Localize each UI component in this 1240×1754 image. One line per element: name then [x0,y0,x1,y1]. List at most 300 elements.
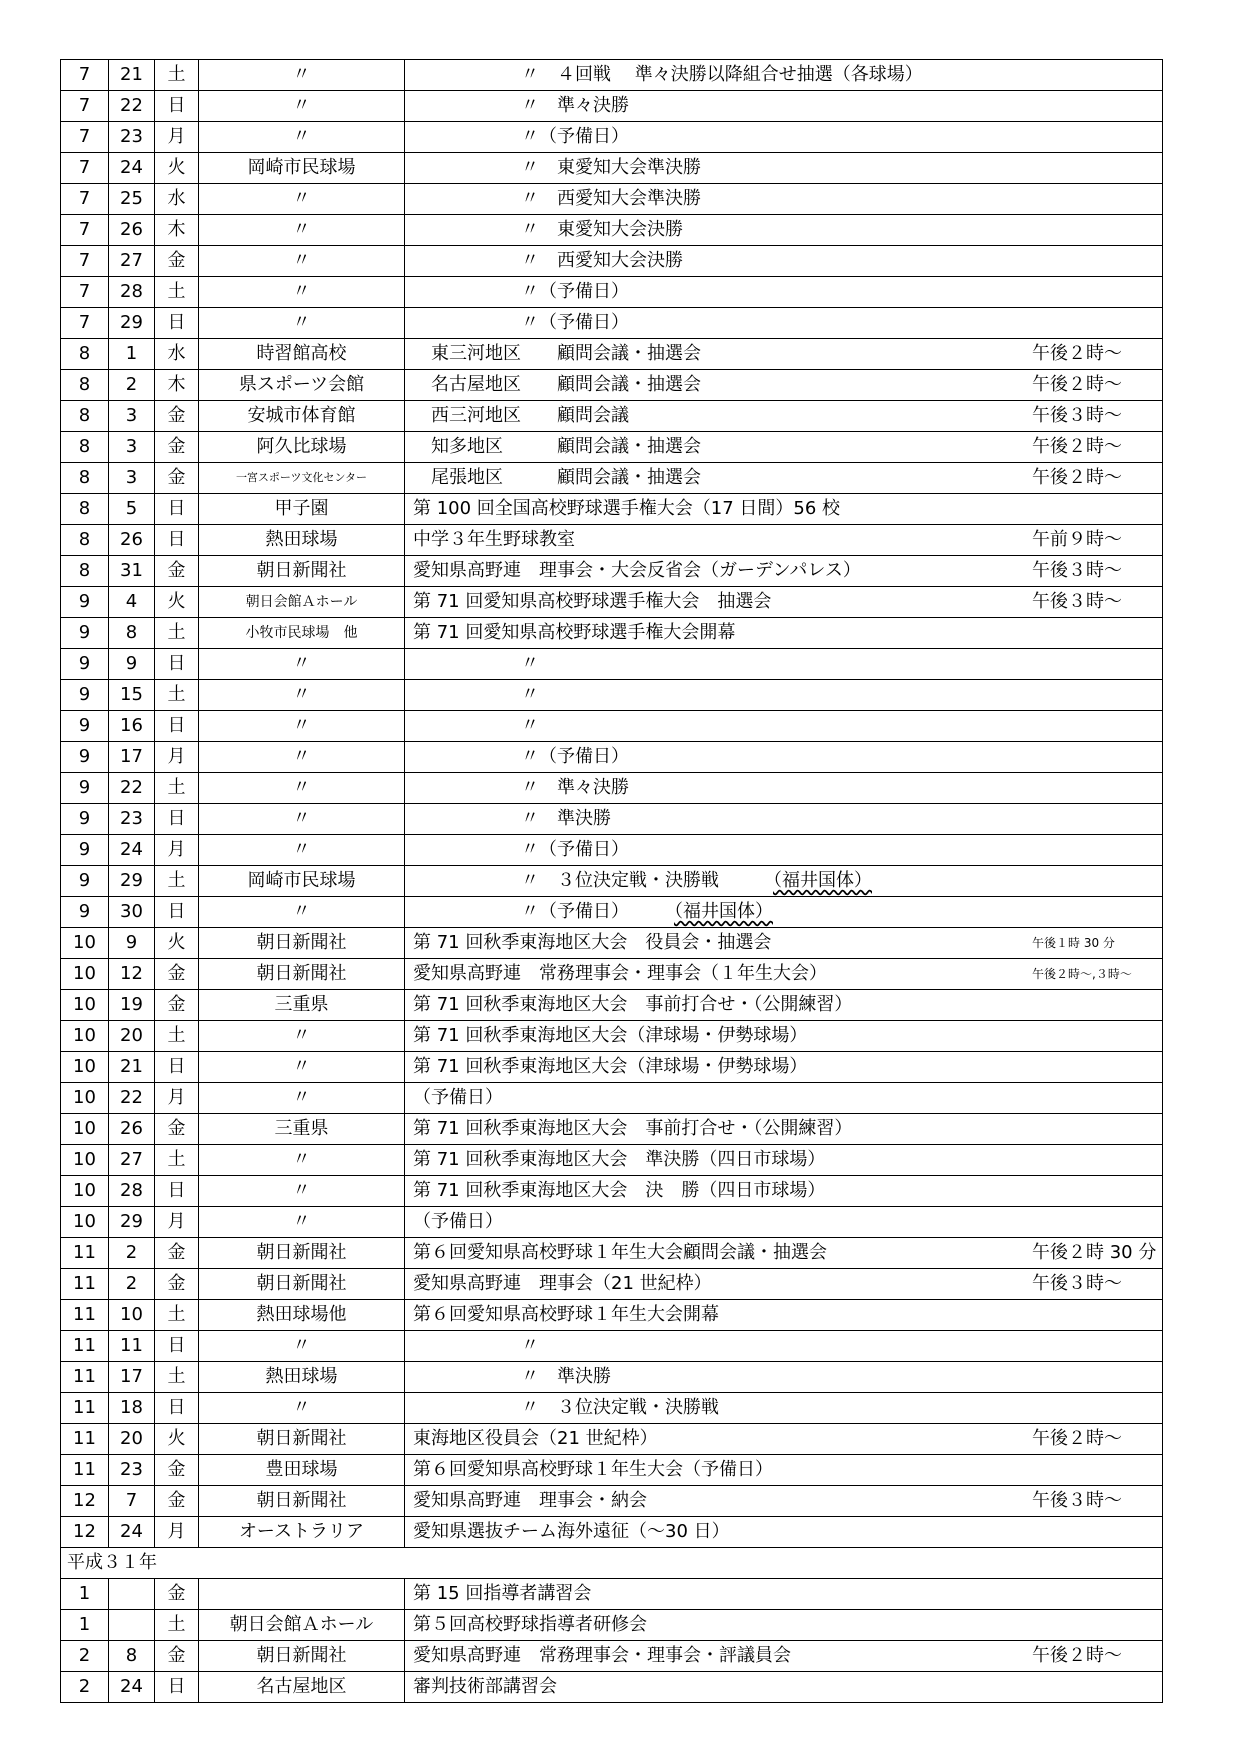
event-content [413,1424,1162,1454]
event-title: 第 71 回愛知県高校野球選手権大会 抽選会 [413,591,772,612]
event-title: 愛知県選抜チーム海外遠征（〜30 日） [413,1521,730,1542]
table-row [61,463,1163,494]
month-cell: 10 [61,1145,109,1176]
weekday-cell: 日 [155,91,199,122]
month-cell: 11 [61,1424,109,1455]
event-note: （福井国体） [674,901,773,922]
table-row [61,432,1163,463]
event-title: 〃（予備日） [413,746,629,767]
month-cell: 9 [61,866,109,897]
venue-cell: 〃 [199,742,405,773]
table-row [61,711,1163,742]
venue-cell: 〃 [199,1207,405,1238]
event-cell [405,1393,1163,1424]
table-row [61,401,1163,432]
day-cell: 11 [109,1331,155,1362]
event-content [413,432,1162,462]
venue-cell: 〃 [199,91,405,122]
event-cell [405,1641,1163,1672]
event-text [413,153,1032,183]
event-content [413,339,1162,369]
weekday-cell: 日 [155,525,199,556]
event-content [413,835,1162,865]
day-cell: 24 [109,835,155,866]
event-text [413,990,1032,1020]
event-title: 〃 ４回戦 準々決勝以降組合せ抽選（各球場） [413,64,923,85]
event-content [413,1083,1162,1113]
table-row [61,1393,1163,1424]
event-title: 〃 西愛知大会準決勝 [413,188,701,209]
event-content [413,618,1162,648]
event-title: 愛知県高野連 常務理事会・理事会・評議員会 [413,1645,791,1666]
event-content [413,401,1162,431]
table-row [61,1455,1163,1486]
event-content [413,928,1162,958]
schedule-body [61,60,1163,1703]
event-title: 〃 準決勝 [413,1366,611,1387]
event-cell [405,773,1163,804]
weekday-cell: 金 [155,246,199,277]
event-cell [405,370,1163,401]
venue-cell: 朝日新聞社 [199,959,405,990]
month-cell: 7 [61,91,109,122]
event-cell [405,1486,1163,1517]
event-content [413,1362,1162,1392]
event-cell [405,711,1163,742]
event-text [413,122,1032,152]
event-title: 愛知県高野連 理事会・納会 [413,1490,647,1511]
event-content [413,1517,1162,1547]
table-row [61,60,1163,91]
table-row [61,308,1163,339]
event-content [413,649,1162,679]
event-text [413,587,1032,617]
venue-cell: 〃 [199,773,405,804]
table-row [61,215,1163,246]
weekday-cell: 金 [155,556,199,587]
event-text [413,1610,1032,1640]
event-cell [405,401,1163,432]
month-cell: 11 [61,1300,109,1331]
event-title: 第６回愛知県高校野球１年生大会（予備日） [413,1459,773,1480]
event-text [413,339,1032,369]
event-text [413,1641,1032,1671]
event-content [413,184,1162,214]
event-text [413,308,1032,338]
event-content [413,370,1162,400]
event-title: 〃 [413,715,539,736]
event-cell [405,1176,1163,1207]
event-text [413,897,1032,927]
venue-cell: 朝日新聞社 [199,1641,405,1672]
weekday-cell: 火 [155,928,199,959]
day-cell: 7 [109,1486,155,1517]
table-row [61,990,1163,1021]
event-title: 〃 ３位決定戦・決勝戦 [413,1397,719,1418]
event-cell [405,866,1163,897]
event-text [413,215,1032,245]
event-content [413,742,1162,772]
weekday-cell: 月 [155,1207,199,1238]
table-row [61,1052,1163,1083]
table-row [61,246,1163,277]
weekday-cell: 火 [155,153,199,184]
event-cell [405,1610,1163,1641]
day-cell: 2 [109,370,155,401]
weekday-cell: 土 [155,773,199,804]
venue-cell: 〃 [199,277,405,308]
table-row [61,277,1163,308]
venue-cell: 〃 [199,1083,405,1114]
event-title: 〃 東愛知大会決勝 [413,219,683,240]
event-text [413,277,1032,307]
event-cell [405,1579,1163,1610]
event-title: 〃 東愛知大会準決勝 [413,157,701,178]
day-cell: 9 [109,649,155,680]
table-row [61,680,1163,711]
weekday-cell: 土 [155,1362,199,1393]
event-title: 第 71 回秋季東海地区大会 準決勝（四日市球場） [413,1149,826,1170]
table-row [61,835,1163,866]
venue-cell: 〃 [199,680,405,711]
event-cell [405,91,1163,122]
month-cell: 7 [61,308,109,339]
table-row [61,773,1163,804]
day-cell: 24 [109,1672,155,1703]
event-text [413,60,1032,90]
event-title: 第 71 回秋季東海地区大会 事前打合せ・（公開練習） [413,994,853,1015]
event-text [413,866,1032,896]
event-content [413,1114,1162,1144]
weekday-cell: 金 [155,1641,199,1672]
month-cell: 7 [61,246,109,277]
event-content [413,1145,1162,1175]
venue-cell: 〃 [199,246,405,277]
day-cell: 26 [109,1114,155,1145]
event-content [413,711,1162,741]
event-content [413,153,1162,183]
event-cell [405,680,1163,711]
day-cell: 3 [109,463,155,494]
event-cell [405,1114,1163,1145]
event-text [413,1021,1032,1051]
venue-cell: 県スポーツ会館 [199,370,405,401]
month-cell: 11 [61,1455,109,1486]
event-title: 〃（予備日） [413,901,620,922]
event-time: 午後２時〜 [1032,1428,1122,1449]
event-title: 〃（予備日） [413,126,629,147]
day-cell: 8 [109,1641,155,1672]
event-title: 第 71 回秋季東海地区大会 決 勝（四日市球場） [413,1180,826,1201]
event-title: 東三河地区 顧問会議・抽選会 [413,343,701,364]
venue-cell: 朝日会館Ａホール [199,587,405,618]
event-content [413,680,1162,710]
table-row [61,1238,1163,1269]
event-time: 午後３時〜 [1032,1490,1122,1511]
venue-cell: 朝日新聞社 [199,1486,405,1517]
day-cell: 24 [109,153,155,184]
event-title: 〃（予備日） [413,281,629,302]
weekday-cell: 金 [155,463,199,494]
month-cell: 10 [61,1052,109,1083]
venue-cell: 小牧市民球場 他 [199,618,405,649]
event-content [413,773,1162,803]
event-title: 名古屋地区 顧問会議・抽選会 [413,374,701,395]
event-text [413,773,1032,803]
event-title: 〃 ３位決定戦・決勝戦 [413,870,719,891]
venue-cell: 豊田球場 [199,1455,405,1486]
venue-cell: 〃 [199,1393,405,1424]
day-cell: 16 [109,711,155,742]
event-title: 第 71 回秋季東海地区大会（津球場・伊勢球場） [413,1056,808,1077]
day-cell: 3 [109,432,155,463]
event-cell [405,122,1163,153]
weekday-cell: 金 [155,432,199,463]
day-cell: 25 [109,184,155,215]
month-cell: 10 [61,1083,109,1114]
month-cell: 8 [61,401,109,432]
month-cell: 7 [61,184,109,215]
month-cell: 9 [61,649,109,680]
event-title: 知多地区 顧問会議・抽選会 [413,436,701,457]
day-cell: 1 [109,339,155,370]
table-row [61,184,1163,215]
event-title: 東海地区役員会（21 世紀枠） [413,1428,658,1449]
day-cell: 8 [109,618,155,649]
venue-cell: 〃 [199,1145,405,1176]
month-cell: 8 [61,525,109,556]
event-text [413,1486,1032,1516]
day-cell: 22 [109,773,155,804]
month-cell: 11 [61,1331,109,1362]
table-row [61,1517,1163,1548]
weekday-cell: 木 [155,370,199,401]
table-row [61,1672,1163,1703]
event-time: 午前９時〜 [1032,529,1122,550]
event-time: 午後３時〜 [1032,405,1122,426]
event-note: （福井国体） [773,870,872,891]
event-cell [405,1300,1163,1331]
event-title: 第５回高校野球指導者研修会 [413,1614,647,1635]
table-row [61,1362,1163,1393]
weekday-cell: 月 [155,122,199,153]
day-cell: 27 [109,1145,155,1176]
venue-cell: 〃 [199,1052,405,1083]
venue-cell: 朝日新聞社 [199,556,405,587]
event-title: 第 71 回秋季東海地区大会（津球場・伊勢球場） [413,1025,808,1046]
table-row [61,1641,1163,1672]
day-cell: 26 [109,525,155,556]
event-text [413,649,1032,679]
event-content [413,1176,1162,1206]
event-text [413,1238,1032,1268]
month-cell: 7 [61,122,109,153]
event-content [413,1672,1162,1702]
month-cell: 10 [61,928,109,959]
event-cell [405,1455,1163,1486]
weekday-cell: 月 [155,742,199,773]
event-text [413,1424,1032,1454]
event-cell [405,339,1163,370]
event-text [413,1300,1032,1330]
event-title: 第 100 回全国高校野球選手権大会（17 日間）56 校 [413,498,841,519]
weekday-cell: 金 [155,1579,199,1610]
event-cell [405,649,1163,680]
event-content [413,866,1162,896]
event-text [413,401,1032,431]
event-time: 午後２時〜 [1032,343,1122,364]
day-cell: 4 [109,587,155,618]
table-row [61,1300,1163,1331]
event-text [413,246,1032,276]
event-text [413,1176,1032,1206]
day-cell: 17 [109,1362,155,1393]
event-cell [405,587,1163,618]
day-cell: 12 [109,959,155,990]
table-row [61,1207,1163,1238]
weekday-cell: 日 [155,804,199,835]
event-title: （予備日） [413,1087,503,1108]
day-cell: 10 [109,1300,155,1331]
month-cell: 9 [61,742,109,773]
day-cell: 9 [109,928,155,959]
month-cell: 9 [61,680,109,711]
weekday-cell: 日 [155,711,199,742]
table-row [61,153,1163,184]
venue-cell: 三重県 [199,1114,405,1145]
event-cell [405,835,1163,866]
event-title: 〃 [413,653,539,674]
event-cell [405,959,1163,990]
venue-cell: 阿久比球場 [199,432,405,463]
section-heading: 平成３１年 [61,1548,1163,1579]
event-cell [405,1238,1163,1269]
day-cell: 26 [109,215,155,246]
event-cell [405,1083,1163,1114]
weekday-cell: 金 [155,1455,199,1486]
table-row [61,959,1163,990]
day-cell: 21 [109,60,155,91]
event-title: 第 71 回秋季東海地区大会 事前打合せ・（公開練習） [413,1118,853,1139]
month-cell: 8 [61,494,109,525]
event-content [413,990,1162,1020]
day-cell: 2 [109,1238,155,1269]
day-cell: 21 [109,1052,155,1083]
section-row [61,1548,1163,1579]
event-text [413,556,1032,586]
table-row [61,556,1163,587]
event-content [413,1052,1162,1082]
table-row [61,339,1163,370]
table-row [61,1331,1163,1362]
month-cell: 8 [61,432,109,463]
month-cell: 9 [61,711,109,742]
table-row [61,122,1163,153]
event-text [413,804,1032,834]
table-row [61,1145,1163,1176]
event-content [413,60,1162,90]
month-cell: 11 [61,1269,109,1300]
weekday-cell: 土 [155,1145,199,1176]
table-row [61,1083,1163,1114]
event-title: 〃（予備日） [413,312,629,333]
event-cell [405,1207,1163,1238]
weekday-cell: 金 [155,959,199,990]
event-cell [405,525,1163,556]
month-cell: 8 [61,463,109,494]
venue-cell: 〃 [199,835,405,866]
event-cell [405,463,1163,494]
event-cell [405,184,1163,215]
event-cell [405,494,1163,525]
weekday-cell: 火 [155,1424,199,1455]
event-cell [405,556,1163,587]
event-text [413,835,1032,865]
event-text [413,494,1032,524]
day-cell: 23 [109,122,155,153]
month-cell: 9 [61,804,109,835]
month-cell: 7 [61,215,109,246]
event-time: 午後３時〜 [1032,560,1122,581]
weekday-cell: 日 [155,1393,199,1424]
day-cell: 30 [109,897,155,928]
month-cell: 10 [61,1176,109,1207]
event-time: 午後２時〜,３時〜 [1032,967,1132,981]
weekday-cell: 月 [155,835,199,866]
venue-cell: 名古屋地区 [199,1672,405,1703]
event-cell [405,1672,1163,1703]
event-cell [405,1269,1163,1300]
event-text [413,742,1032,772]
venue-cell: 熱田球場 [199,1362,405,1393]
event-cell [405,928,1163,959]
venue-cell: 安城市体育館 [199,401,405,432]
month-cell: 7 [61,60,109,91]
month-cell: 9 [61,897,109,928]
event-content [413,91,1162,121]
event-text [413,1579,1032,1609]
month-cell: 12 [61,1517,109,1548]
event-cell [405,1052,1163,1083]
weekday-cell: 月 [155,1083,199,1114]
day-cell: 23 [109,1455,155,1486]
weekday-cell: 土 [155,866,199,897]
weekday-cell: 金 [155,1114,199,1145]
event-title: 愛知県高野連 理事会・大会反省会（ガーデンパレス） [413,560,861,581]
event-title: 中学３年生野球教室 [413,529,575,550]
day-cell: 17 [109,742,155,773]
event-cell [405,153,1163,184]
venue-cell: 朝日新聞社 [199,1269,405,1300]
day-cell: 22 [109,91,155,122]
event-text [413,1455,1032,1485]
event-text [413,959,1032,989]
venue-cell: 〃 [199,1176,405,1207]
event-text [413,1393,1032,1423]
day-cell: 29 [109,1207,155,1238]
event-content [413,1610,1162,1640]
table-row [61,897,1163,928]
table-row [61,618,1163,649]
weekday-cell: 土 [155,277,199,308]
weekday-cell: 金 [155,990,199,1021]
venue-cell: 三重県 [199,990,405,1021]
event-title: 愛知県高野連 理事会（21 世紀枠） [413,1273,712,1294]
event-content [413,1021,1162,1051]
day-cell: 19 [109,990,155,1021]
weekday-cell: 金 [155,1486,199,1517]
table-row [61,1269,1163,1300]
